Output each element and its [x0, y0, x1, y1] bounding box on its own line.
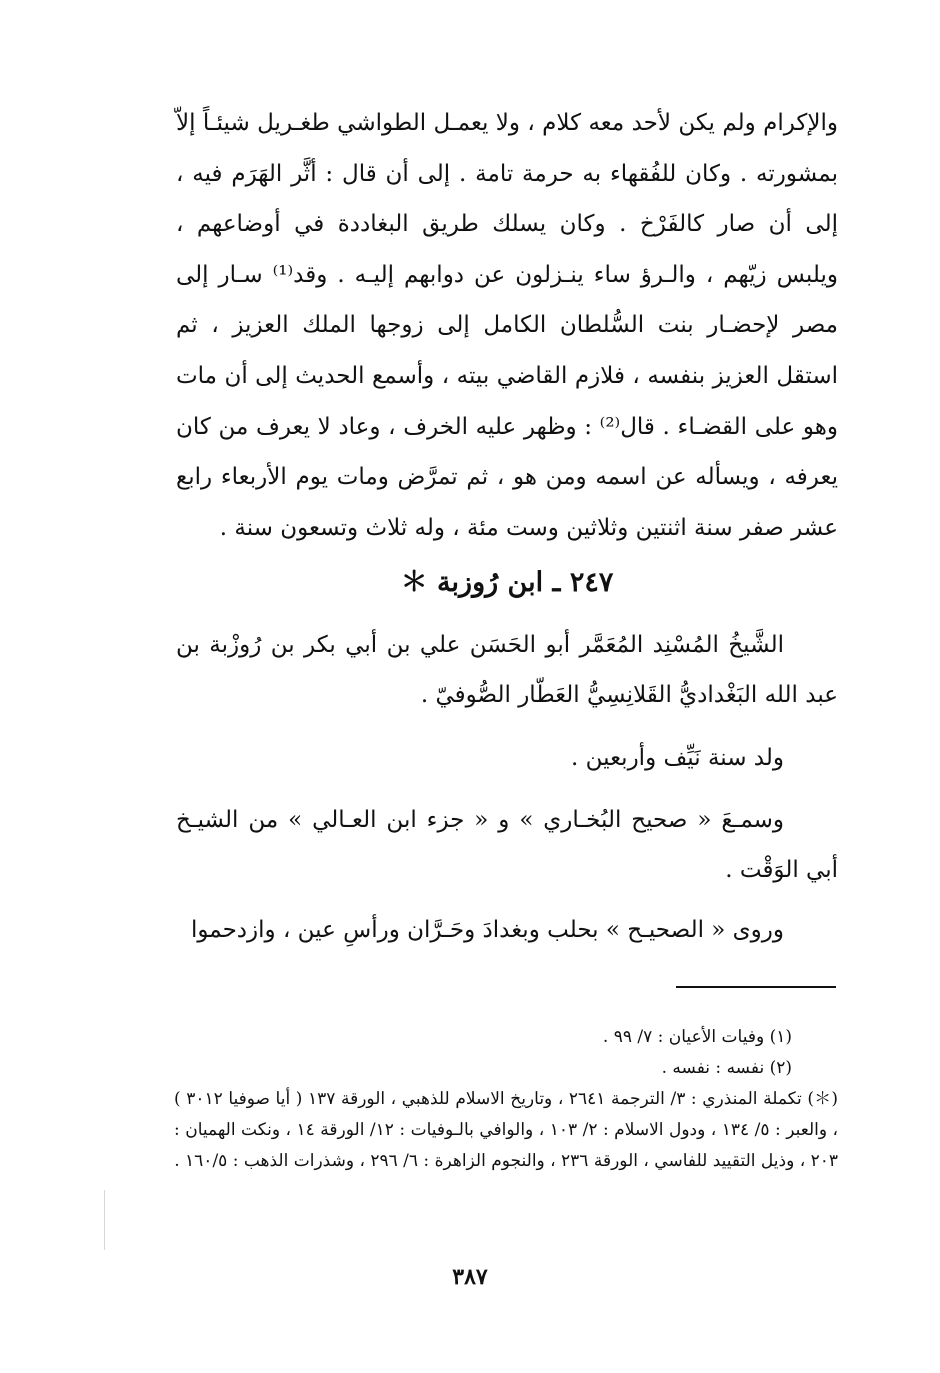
footnote-1: (١) وفيات الأعيان : ٧/ ٩٩ . [602, 1027, 792, 1047]
entry-heading: ٢٤٧ ـ ابن رُوزبة ＊ [400, 567, 614, 598]
biography-name-paragraph: الشَّيخُ المُسْنِد المُعَمَّر أبو الحَسَن علي بن أبي بكر بن رُوزْبة بن عبد الله البَغْداديُّ القَلانِسِيُّ العَطّار الصُّوفيّ . [176, 632, 838, 708]
footnotes-section [174, 1022, 838, 1177]
intro-paragraph: والإكرام ولم يكن لأحد معه كلام ، ولا يعمـل الطواشي طغـريل شيئـاً إلاّ بمشورته . وكان للفُقهاء به حرمة تامة . إلى أن قال : أثَّر الهَرَم فيه ، إلى أن صار كالفَرْخ . وكان يسلك طريق البغاددة في أوضاعهم ، ويلبس زيّهم ، والـرؤ ساء ينـزلون عن دوابهم إليـه . وقد⁽¹⁾ سـار إلى مصر لإحضـار بنت السُّلطان الكامل إلى زوجها الملك العزيز ، ثم استقل العزيز بنفسه ، فلازم القاضي بيته ، وأسمع الحديث إلى أن مات وهو على القضـاء . قال⁽²⁾ : وظهر عليه الخرف ، وعاد لا يعرف من كان يعرفه ، ويسأله عن اسمه ومن هو ، ثم تمرَّض ومات يوم الأربعاء رابع عشر صفر سنة اثنتين وثلاثين وست مئة ، وله ثلاث وتسعون سنة . [176, 110, 838, 541]
heard-paragraph: وسمـعَ « صحيح البُخـاري » و « جزء ابن العـالي » من الشيـخ أبي الوَقْت . [176, 807, 838, 883]
narrated-paragraph: وروى « الصحيـح » بحلب وبغدادَ وحَـرَّان ورأسِ عين ، وازدحموا [191, 917, 784, 943]
footnote-separator [676, 986, 836, 988]
footnote-2: (٢) نفسه : نفسه . [661, 1058, 792, 1078]
scan-edge-divider [104, 1190, 105, 1250]
birth-paragraph: ولد سنة نَيِّف وأربعين . [571, 745, 784, 771]
page-number: ٣٨٧ [452, 1264, 488, 1290]
footnote-sources: (＊) تكملة المنذري : ٣/ الترجمة ٢٦٤١ ، وتاريخ الاسلام للذهبي ، الورقة ١٣٧ ( أيا صوفيا ٣٠١٢ ) ، والعبر : ٥/ ١٣٤ ، ودول الاسلام : ٢/ ١٠٣ ، والوافي بالـوفيات : ١٢/ الورقة ١٤ ، ونكت الهميان : ٢٠٣ ، وذيل التقييد للفاسي ، الورقة ٢٣٦ ، والنجوم الزاهرة : ٦/ ٢٩٦ ، وشذرات الذهب : ١٦٠/٥ . [174, 1089, 839, 1171]
